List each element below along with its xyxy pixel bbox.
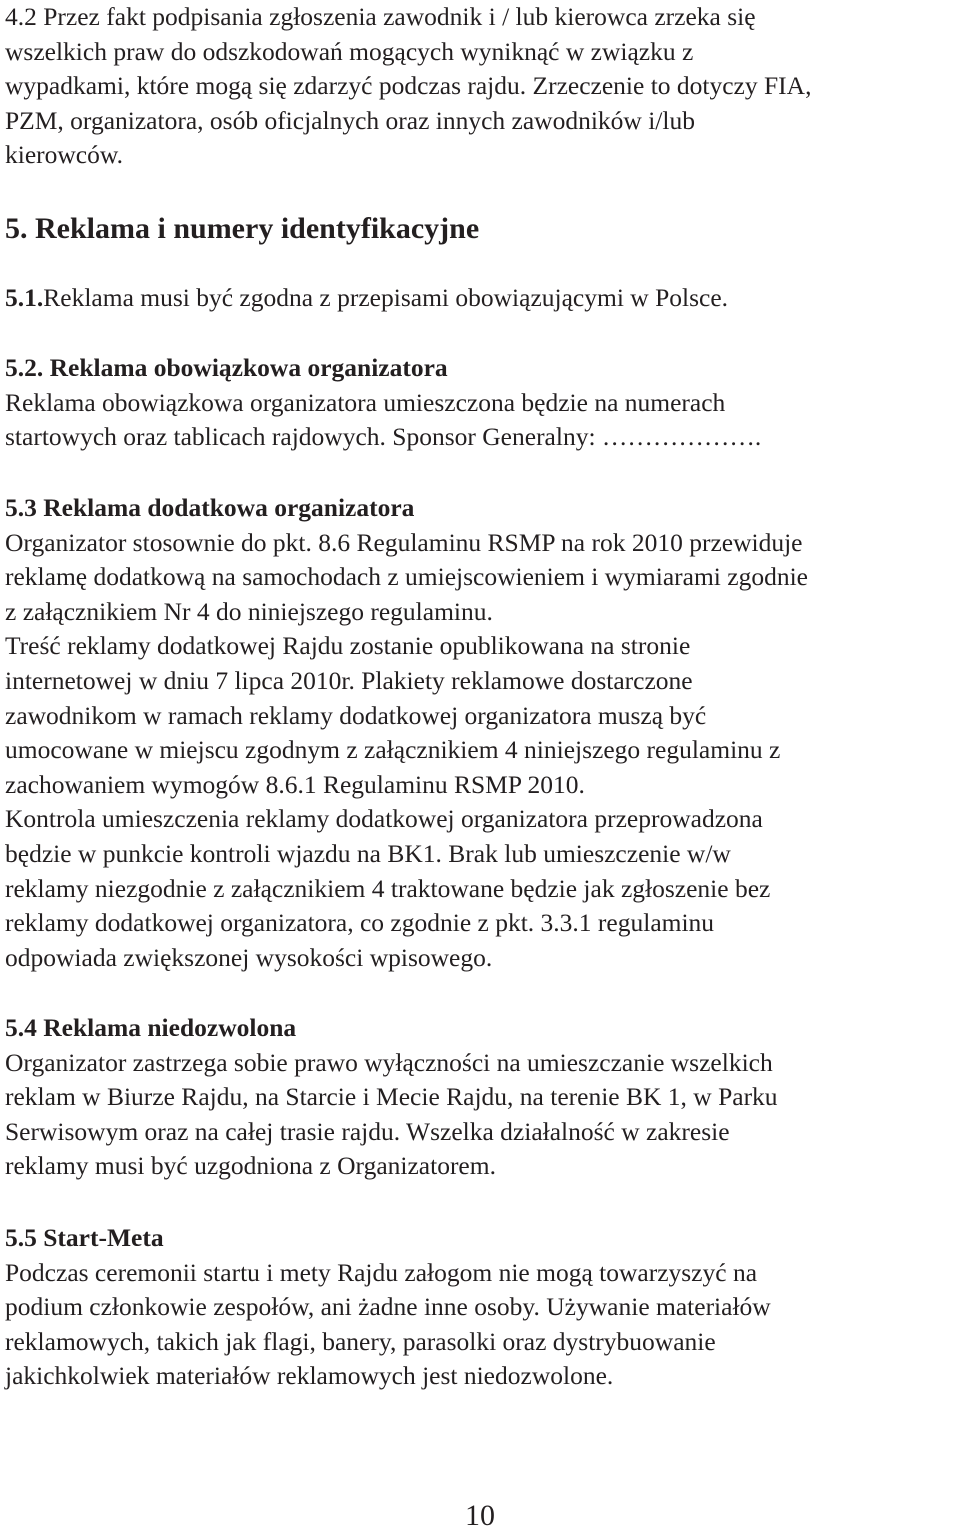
section-heading: 5. Reklama i numery identyfikacyjne bbox=[5, 212, 480, 245]
paragraph-line: będzie w punkcie kontroli wjazdu na BK1. Brak lub umieszczenie w/w bbox=[5, 838, 731, 868]
paragraph-line: reklamowych, takich jak flagi, banery, parasolki oraz dystrybuowanie bbox=[5, 1326, 716, 1356]
section-heading: 5.3 Reklama dodatkowa organizatora bbox=[5, 493, 415, 522]
paragraph-line: startowych oraz tablicach rajdowych. Sponsor Generalny: ………………. bbox=[5, 422, 762, 452]
paragraph-line: zawodnikom w ramach reklamy dodatkowej organizatora muszą być bbox=[5, 700, 707, 730]
paragraph-line: podium członkowie zespołów, ani żadne inne osoby. Używanie materiałów bbox=[5, 1292, 771, 1322]
section-5-1 bbox=[5, 281, 957, 316]
paragraph-line: reklamę dodatkową na samochodach z umiejscowieniem i wymiarami zgodnie bbox=[5, 562, 808, 592]
section-heading: 5.2. Reklama obowiązkowa organizatora bbox=[5, 353, 448, 382]
paragraph-text: Reklama musi być zgodna z przepisami obowiązującymi w Polsce. bbox=[43, 283, 729, 312]
paragraph-line: wszelkich praw do odszkodowań mogących wyniknąć w związku z bbox=[5, 36, 694, 66]
paragraph-line: reklamy musi być uzgodniona z Organizatorem. bbox=[5, 1151, 496, 1181]
paragraph-line: reklam w Biurze Rajdu, na Starcie i Mecie Rajdu, na terenie BK 1, w Parku bbox=[5, 1082, 778, 1112]
section-5-5 bbox=[5, 1221, 957, 1394]
section-number: 5.1. bbox=[5, 283, 44, 312]
section-heading: 5.4 Reklama niedozwolona bbox=[5, 1013, 297, 1042]
section-4-2 bbox=[5, 0, 957, 173]
paragraph-line: kierowców. bbox=[5, 140, 124, 170]
paragraph-line: Kontrola umieszczenia reklamy dodatkowej organizatora przeprowadzona bbox=[5, 804, 763, 834]
paragraph-line: jakichkolwiek materiałów reklamowych jest niedozwolone. bbox=[5, 1361, 614, 1391]
section-5 bbox=[5, 209, 957, 249]
paragraph-line: Reklama obowiązkowa organizatora umieszczona będzie na numerach bbox=[5, 387, 726, 417]
paragraph-line: 4.2 Przez fakt podpisania zgłoszenia zawodnik i / lub kierowca zrzeka się bbox=[5, 2, 756, 31]
section-5-4 bbox=[5, 1011, 957, 1184]
page-number: 10 bbox=[465, 1499, 495, 1532]
paragraph-line: wypadkami, które mogą się zdarzyć podczas rajdu. Zrzeczenie to dotyczy FIA, bbox=[5, 71, 812, 101]
paragraph-line: Organizator zastrzega sobie prawo wyłączności na umieszczanie wszelkich bbox=[5, 1047, 773, 1077]
paragraph-line: reklamy dodatkowej organizatora, co zgodnie z pkt. 3.3.1 regulaminu bbox=[5, 908, 715, 938]
paragraph-line: Treść reklamy dodatkowej Rajdu zostanie opublikowana na stronie bbox=[5, 631, 691, 661]
section-5-2 bbox=[5, 351, 957, 455]
paragraph-line: Organizator stosownie do pkt. 8.6 Regulaminu RSMP na rok 2010 przewiduje bbox=[5, 527, 803, 557]
paragraph-line: umocowane w miejscu zgodnym z załącznikiem 4 niniejszego regulaminu z bbox=[5, 735, 781, 765]
section-5-3 bbox=[5, 491, 957, 975]
paragraph-line: Podczas ceremonii startu i mety Rajdu załogom nie mogą towarzyszyć na bbox=[5, 1257, 758, 1287]
paragraph-line: Serwisowym oraz na całej trasie rajdu. Wszelka działalność w zakresie bbox=[5, 1116, 730, 1146]
section-heading: 5.5 Start-Meta bbox=[5, 1223, 164, 1252]
paragraph-line: odpowiada zwiększonej wysokości wpisowego. bbox=[5, 942, 493, 972]
paragraph-line: reklamy niezgodnie z załącznikiem 4 traktowane będzie jak zgłoszenie bez bbox=[5, 873, 771, 903]
paragraph-line: PZM, organizatora, osób oficjalnych oraz innych zawodników i/lub bbox=[5, 105, 695, 135]
paragraph-line: zachowaniem wymogów 8.6.1 Regulaminu RSMP 2010. bbox=[5, 769, 585, 799]
paragraph-line: z załącznikiem Nr 4 do niniejszego regulaminu. bbox=[5, 596, 493, 626]
paragraph-line: internetowej w dniu 7 lipca 2010r. Plakiety reklamowe dostarczone bbox=[5, 665, 693, 695]
